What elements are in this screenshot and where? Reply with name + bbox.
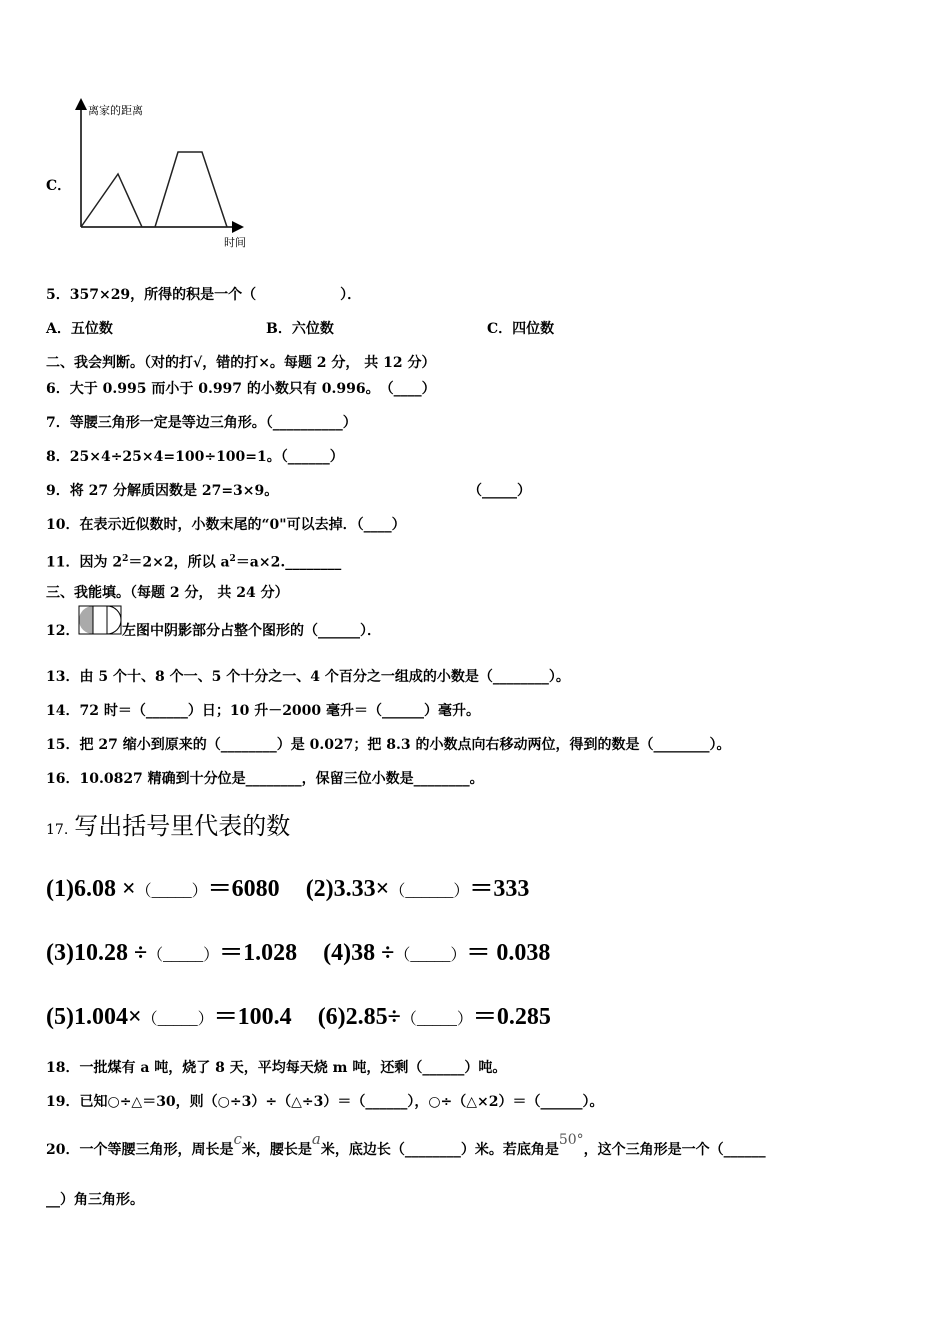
question-20: 20．一个等腰三角形，周长是c米，腰长是a米，底边长（________）米。若底角是50°，这个三角形是一个（______ <box>46 1130 766 1158</box>
question-18: 18．一批煤有 a 吨，烧了 8 天，平均每天烧 m 吨，还剩（______）吨。 <box>46 1060 507 1076</box>
distance-line <box>81 152 227 227</box>
question-10: 10．在表示近似数时，小数末尾的“0"可以去掉．（____） <box>46 517 406 533</box>
question-17-number: 17. <box>46 822 69 838</box>
question-6: 6．大于 0.995 而小于 0.997 的小数只有 0.996。 （____） <box>46 381 436 397</box>
q11-part3: ＝a×2.________ <box>235 554 342 571</box>
q11-sup1: 2 <box>122 554 129 564</box>
q5-option-b: B．六位数 <box>266 321 334 337</box>
question-15: 15．把 27 缩小到原来的（________）是 0.027；把 8.3 的小数点向右移动两位，得到的数是（________）。 <box>46 737 731 753</box>
q11-part2: ＝2×2，所以 a <box>128 554 230 571</box>
q11-sup2: 2 <box>229 554 236 564</box>
question-11 <box>46 549 341 573</box>
question-8: 8．25×4÷25×4=100÷100=1。（______） <box>46 449 344 465</box>
question-9-blank: （_____） <box>468 483 531 499</box>
q5-option-a: A．五位数 <box>46 321 113 337</box>
shaded-shape-figure <box>78 605 122 635</box>
question-17-heading <box>46 811 290 845</box>
question-12-text: 左图中阴影部分占整个图形的（______）． <box>122 623 381 639</box>
y-axis-label: 离家的距离 <box>88 104 143 117</box>
question-16: 16．10.0827 精确到十分位是________，保留三位小数是________。 <box>46 771 484 787</box>
question-9: 9．将 27 分解质因数是 27=3×9。 <box>46 483 279 499</box>
q17-item-2: (2)3.33×（______）＝333 <box>305 876 530 902</box>
q17-item-4: (4)38 ÷（_____）＝ 0.038 <box>323 940 551 966</box>
q17-item-3: (3)10.28 ÷（_____）＝1.028 <box>46 940 298 966</box>
q17-row-2 <box>46 938 550 971</box>
variable-c: c <box>233 1130 242 1148</box>
section-2-title: 二、我会判断。（对的打√，错的打×。每题 2 分， 共 12 分） <box>46 355 436 371</box>
question-19: 19．已知○÷△＝30，则（○÷3）÷（△÷3）＝（______），○÷（△×2）＝（______）。 <box>46 1094 604 1110</box>
q17-row-1 <box>46 874 529 907</box>
option-c-label: C． <box>46 178 72 194</box>
q11-part1: 11．因为 2 <box>46 554 123 571</box>
variable-a: a <box>311 1130 321 1148</box>
question-14: 14．72 时＝（______）日；10 升－2000 毫升＝（______）毫升。 <box>46 703 481 719</box>
angle-50: 50° <box>558 1132 584 1148</box>
q17-item-6: (6)2.85÷（_____）＝0.285 <box>317 1004 551 1030</box>
distance-time-graph <box>70 96 260 256</box>
question-17-title: 写出括号里代表的数 <box>74 812 291 840</box>
q5-option-c: C．四位数 <box>487 321 555 337</box>
question-5: 5．357×29，所得的积是一个（ ）． <box>46 287 362 303</box>
section-3-title: 三、我能填。（每题 2 分， 共 24 分） <box>46 585 289 601</box>
question-12-number: 12． <box>46 623 80 639</box>
question-13: 13．由 5 个十、8 个一、5 个十分之一、4 个百分之一组成的小数是（________）。 <box>46 669 570 685</box>
q17-item-1: (1)6.08 ×（_____）＝6080 <box>46 876 280 902</box>
q17-row-3 <box>46 1002 551 1035</box>
question-20-line-2: __）角三角形。 <box>46 1192 144 1208</box>
question-7: 7．等腰三角形一定是等边三角形。（__________） <box>46 415 357 431</box>
x-axis-label: 时间 <box>224 236 246 249</box>
q17-item-5: (5)1.004×（_____）＝100.4 <box>46 1004 292 1030</box>
